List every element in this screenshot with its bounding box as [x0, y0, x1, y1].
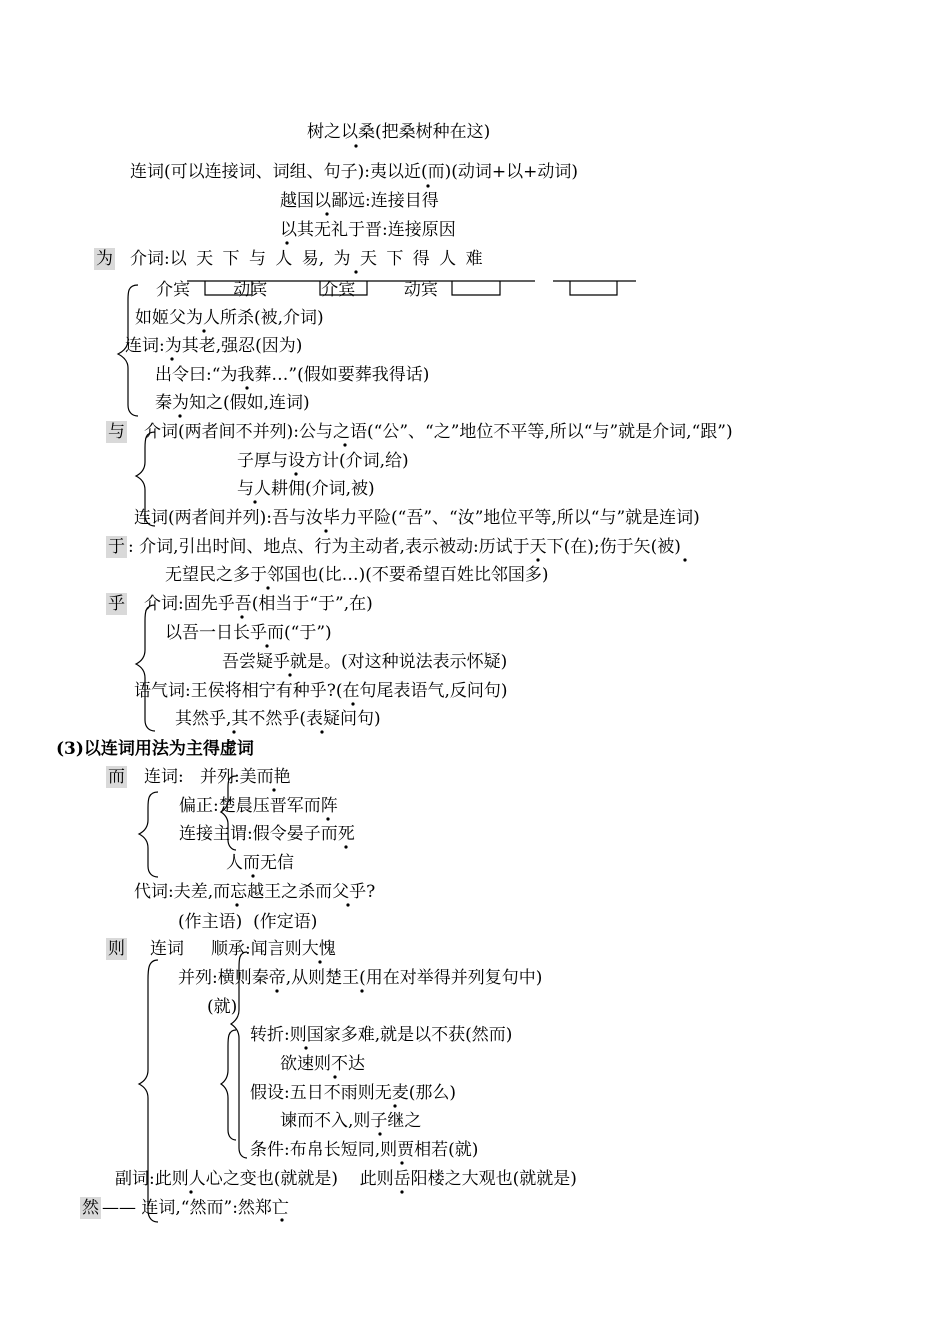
line-hu-modal: 语气词:王侯将相宁有种乎?(在句尾表语气,反问句) [134, 681, 508, 701]
line-er-subj-pred: 连接主谓:假令晏子而死 [179, 824, 355, 844]
line-wei-prep: 介词:以 天 下 与 人 易, 为 天 下 得 人 难 [130, 249, 483, 269]
keyword-er: 而 [108, 767, 125, 787]
line-shu-zhi-yi-sang: 树之以桑(把桑树种在这) [307, 122, 491, 142]
line-yu2-prep: : 介词,引出时间、地点、行为主动者,表示被动:历试于天下(在);伤于矢(被) [128, 537, 681, 557]
line-yi-reason: 以其无礼于晋:连接原因 [280, 220, 456, 240]
brace-er [139, 792, 158, 877]
keyword-yu: 与 [108, 422, 125, 442]
line-ze-sequence: 连词 顺承:闻言则大愧 [150, 939, 336, 959]
section-heading: (3)以连词用法为主得虚词 [56, 739, 254, 759]
line-yu-prep: 介词(两者间不并列):公与之语(“公”、“之”地位不平等,所以“与”就是介词,“跟”) [144, 422, 733, 442]
bracket-3 [452, 281, 500, 295]
keyword-ran: 然 [82, 1198, 99, 1218]
line-ze-contrast: 转折:则国家多难,就是以不获(然而) [250, 1025, 513, 1045]
line-er-pronoun: 代词:夫差,而忘越王之杀而父乎? [134, 882, 376, 902]
line-ran-conj: —— 连词,“然而”:然郑亡 [102, 1198, 289, 1218]
line-ze-parallel: 并列:横则秦帝,从则楚王(用在对举得并列复句中) [178, 968, 543, 988]
line-wei-structure-labels: 介宾 动宾 介宾 动宾 [156, 280, 438, 300]
line-wei-if-2: 秦为知之(假如,连词) [155, 393, 310, 413]
line-hu-doubt: 吾尝疑乎就是。(对这种说法表示怀疑) [222, 652, 508, 672]
line-yu-passive: 与人耕佣(介词,被) [237, 479, 375, 499]
line-ze-condition: 条件:布帛长短同,则贾相若(就) [250, 1140, 479, 1160]
line-yu-give: 子厚与设方计(介词,给) [237, 451, 409, 471]
line-yi-conj: 连词(可以连接词、词组、句子):夷以近(而)(动词+以+动词) [130, 162, 579, 182]
line-wei-because: 连词:为其老,强忍(因为) [125, 336, 303, 356]
line-ze-adverb: 副词:此则人心之变也(就就是) 此则岳阳楼之大观也(就就是) [115, 1169, 577, 1189]
keyword-yu2: 于 [108, 537, 125, 557]
line-ze-hypo: 假设:五日不雨则无麦(那么) [250, 1083, 456, 1103]
line-er-parallel: 连词: 并列:美而艳 [144, 767, 291, 787]
line-ze-jiu: (就) [207, 997, 238, 1017]
brace-ze-inner-2 [221, 1030, 236, 1140]
line-er-roles: (作主语) (作定语) [178, 912, 318, 932]
line-er-ren: 人而无信 [226, 853, 294, 873]
keyword-ze: 则 [108, 939, 125, 959]
line-er-modify: 偏正:楚晨压晋军而阵 [179, 796, 338, 816]
bracket-4 [570, 281, 617, 295]
line-yi-purpose: 越国以鄙远:连接目得 [280, 191, 439, 211]
line-yu-conj: 连词(两者间并列):吾与汝毕力平险(“吾”、“汝”地位平等,所以“与”就是连词) [134, 508, 700, 528]
line-wei-if-1: 出令曰:“为我葬…”(假如要葬我得话) [155, 365, 430, 385]
line-yu2-compare: 无望民之多于邻国也(比…)(不要希望百姓比邻国多) [165, 565, 549, 585]
line-hu-question: 其然乎,其不然乎(表疑问句) [175, 709, 381, 729]
brace-hu [136, 605, 155, 731]
line-hu-prep: 介词:固先乎吾(相当于“于”,在) [144, 594, 373, 614]
line-wei-passive: 如姬父为人所杀(被,介词) [135, 308, 324, 328]
line-ze-contrast-ex: 欲速则不达 [280, 1054, 365, 1074]
keyword-hu: 乎 [108, 594, 125, 614]
line-ze-hypo-ex: 谏而不入,则子继之 [280, 1111, 422, 1131]
keyword-wei: 为 [96, 249, 113, 269]
line-hu-yu: 以吾一日长乎而(“于”) [165, 623, 332, 643]
